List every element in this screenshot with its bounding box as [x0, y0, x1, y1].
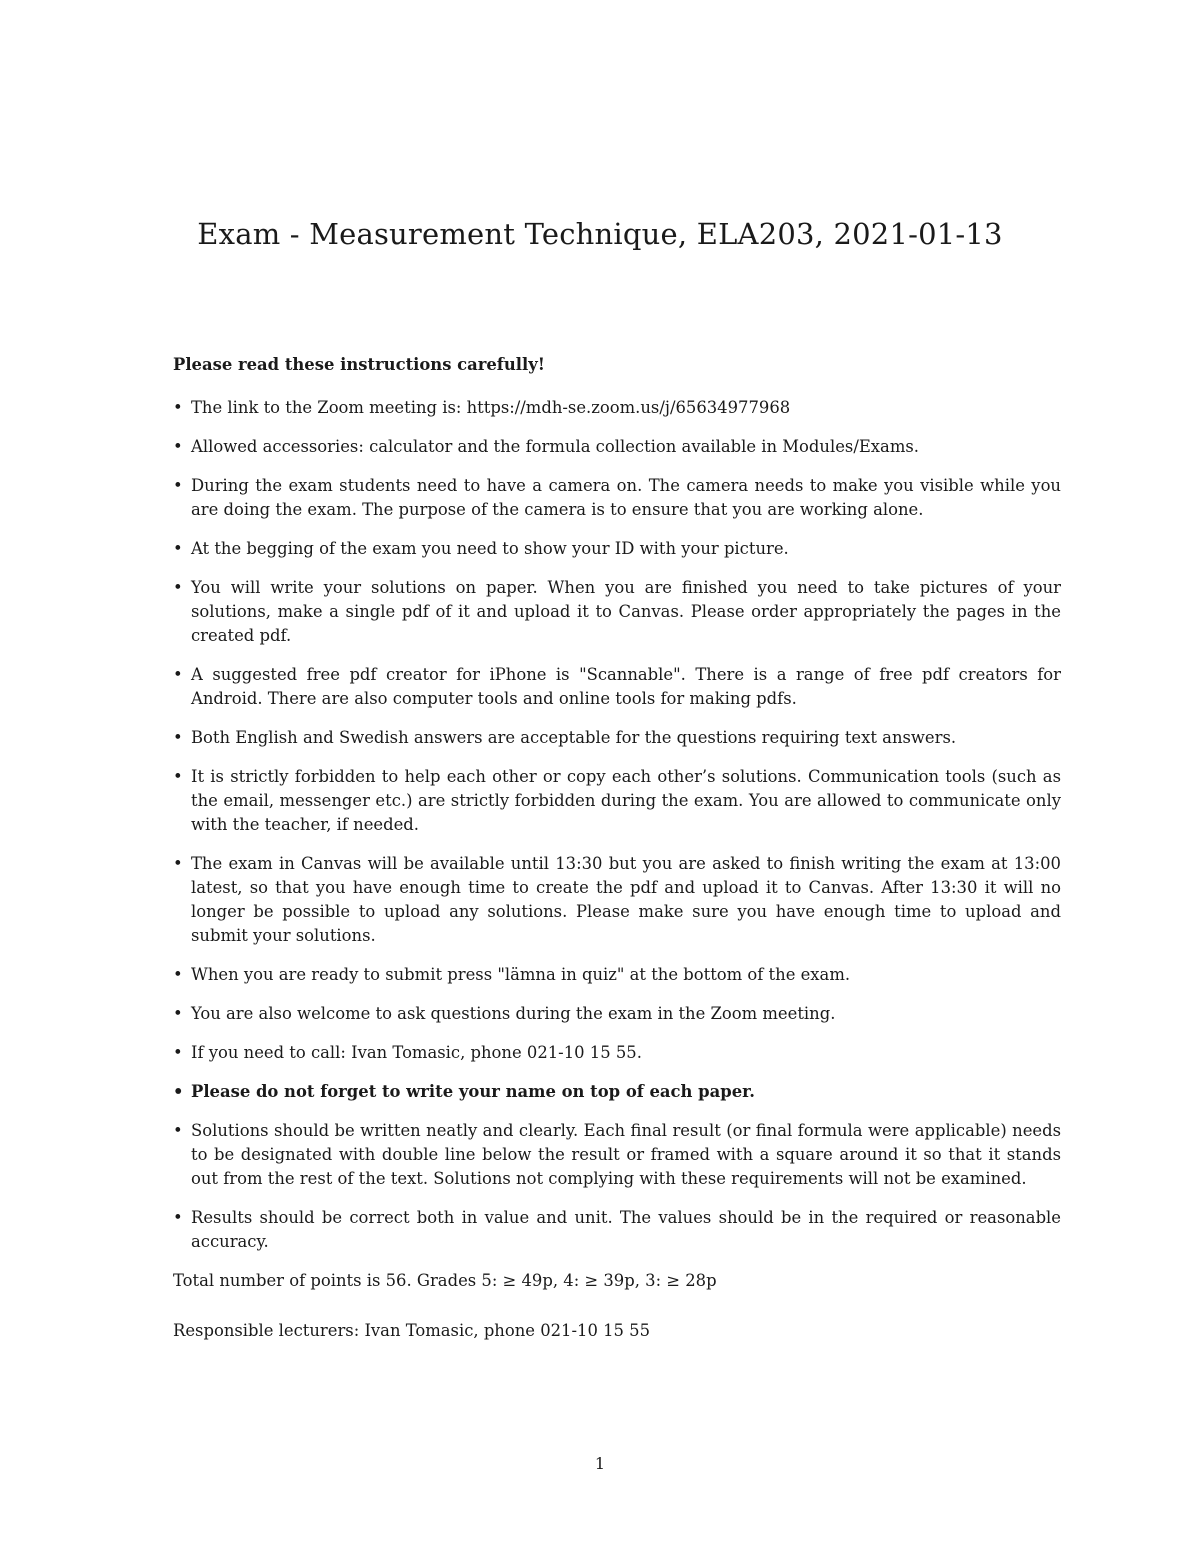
instruction-canvas-deadline — [173, 852, 1061, 948]
instruction-text: If you need to call: Ivan Tomasic, phone 021-10 15 55. — [191, 1043, 642, 1062]
bullet-icon: • — [173, 854, 183, 873]
instruction-zoom-link — [173, 396, 1061, 420]
bullet-icon: • — [173, 476, 183, 495]
bullet-icon: • — [173, 1208, 183, 1227]
points-grades-text: Total number of points is 56. Grades 5: ≥ 49p, 4: ≥ 39p, 3: ≥ 28p — [173, 1271, 717, 1290]
instruction-write-name — [173, 1080, 1061, 1104]
instruction-text: Solutions should be written neatly and clearly. Each final result (or final formula were applicable) needs to be designated with double line below the result or framed with a square around it so that it stands out from the rest of the text. Solutions not complying with these requirements will not be examined. — [191, 1121, 1061, 1188]
instructions-list — [173, 396, 1061, 1254]
instruction-results-accuracy — [173, 1206, 1061, 1254]
bullet-icon: • — [173, 1082, 184, 1101]
instruction-text: You are also welcome to ask questions during the exam in the Zoom meeting. — [191, 1004, 836, 1023]
instruction-submit — [173, 963, 1061, 987]
instruction-forbidden-help — [173, 765, 1061, 837]
instruction-text: Results should be correct both in value and unit. The values should be in the required or reasonable accuracy. — [191, 1208, 1061, 1251]
bullet-icon: • — [173, 539, 183, 558]
instruction-accessories — [173, 435, 1061, 459]
instruction-text: During the exam students need to have a camera on. The camera needs to make you visible while you are doing the exam. The purpose of the camera is to ensure that you are working alone. — [191, 476, 1061, 519]
bullet-icon: • — [173, 1043, 183, 1062]
instruction-neat-solutions — [173, 1119, 1061, 1191]
instruction-phone — [173, 1041, 1061, 1065]
instruction-text: When you are ready to submit press "lämna in quiz" at the bottom of the exam. — [191, 965, 851, 984]
instruction-languages — [173, 726, 1061, 750]
bullet-icon: • — [173, 965, 183, 984]
bullet-icon: • — [173, 398, 183, 417]
responsible-lecturers-text: Responsible lecturers: Ivan Tomasic, phone 021-10 15 55 — [173, 1321, 651, 1340]
page-number: 1 — [594, 1454, 606, 1473]
instruction-id — [173, 537, 1061, 561]
bullet-icon: • — [173, 665, 183, 684]
instruction-text: The link to the Zoom meeting is: https://mdh-se.zoom.us/j/65634977968 — [191, 398, 791, 417]
instruction-questions — [173, 1002, 1061, 1026]
instruction-text: You will write your solutions on paper. When you are finished you need to take pictures of your solutions, make a single pdf of it and upload it to Canvas. Please order appropriately the pages in the created pdf. — [191, 578, 1061, 645]
instruction-text: At the begging of the exam you need to show your ID with your picture. — [191, 539, 789, 558]
bullet-icon: • — [173, 728, 183, 747]
instruction-text: The exam in Canvas will be available until 13:30 but you are asked to finish writing the exam at 13:00 latest, so that you have enough time to create the pdf and upload it to Canvas. After 13:30 it will no longer be possible to upload any solutions. Please make sure you have enough time to upload and submit your solutions. — [191, 854, 1061, 945]
instruction-text: Please do not forget to write your name on top of each paper. — [191, 1082, 755, 1101]
document-body — [173, 350, 1061, 1343]
instruction-text: A suggested free pdf creator for iPhone is "Scannable". There is a range of free pdf creators for Android. There are also computer tools and online tools for making pdfs. — [191, 665, 1061, 708]
instructions-heading: Please read these instructions carefully! — [173, 355, 545, 374]
instruction-camera — [173, 474, 1061, 522]
bullet-icon: • — [173, 437, 183, 456]
instruction-pdf-creator — [173, 663, 1061, 711]
bullet-icon: • — [173, 578, 183, 597]
instruction-text: Both English and Swedish answers are acceptable for the questions requiring text answers. — [191, 728, 957, 747]
instruction-solutions-paper — [173, 576, 1061, 648]
bullet-icon: • — [173, 767, 183, 786]
bullet-icon: • — [173, 1004, 183, 1023]
bullet-icon: • — [173, 1121, 183, 1140]
page-title: Exam - Measurement Technique, ELA203, 2021-01-13 — [197, 217, 1003, 251]
instruction-text: It is strictly forbidden to help each other or copy each other’s solutions. Communication tools (such as the email, messenger etc.) are strictly forbidden during the exam. You are allowed to communicate only with the teacher, if needed. — [191, 767, 1061, 834]
instruction-text: Allowed accessories: calculator and the formula collection available in Modules/Exams. — [191, 437, 919, 456]
